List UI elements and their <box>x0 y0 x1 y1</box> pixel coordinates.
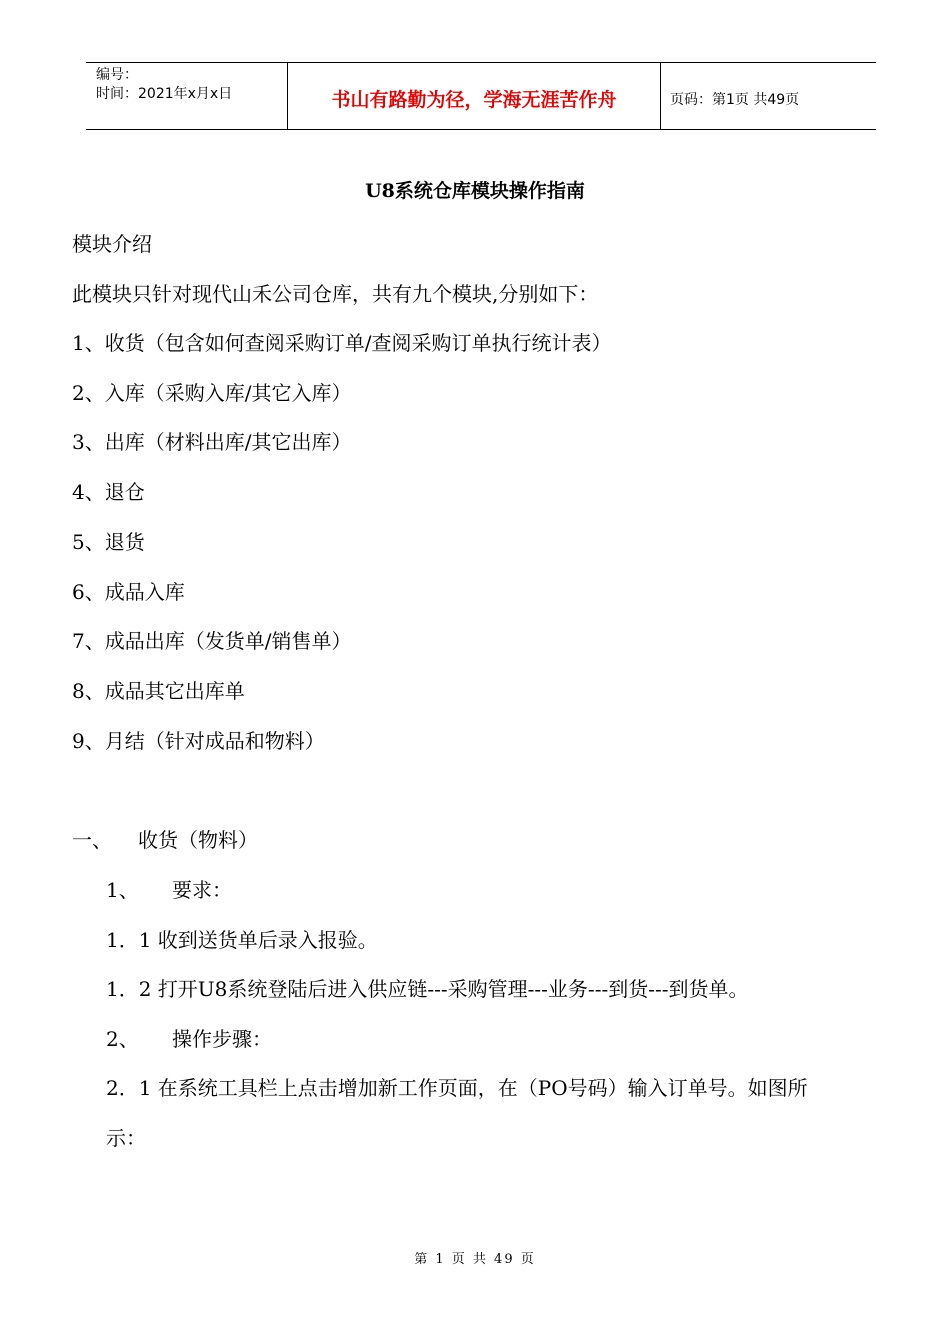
header-meta <box>96 66 232 104</box>
subsection-title: 要求： <box>172 878 232 902</box>
module-item: 4、退仓 <box>72 480 145 504</box>
header-divider <box>660 63 661 129</box>
section-title: 收货（物料） <box>138 828 258 852</box>
requirement-item: 1．1 收到送货单后录入报验。 <box>106 928 378 952</box>
subsection-title: 操作步骤： <box>172 1027 272 1051</box>
module-item: 8、成品其它出库单 <box>72 679 245 703</box>
requirement-item: 1．2 打开U8系统登陆后进入供应链---采购管理---业务---到货---到货单。 <box>106 977 749 1001</box>
subsection-number: 2、 <box>106 1027 139 1051</box>
header-motto: 书山有路勤为径，学海无涯苦作舟 <box>331 89 617 111</box>
number-label: 编号： <box>96 67 138 83</box>
module-item: 6、成品入库 <box>72 580 185 604</box>
module-item: 5、退货 <box>72 530 145 554</box>
page-header <box>86 62 876 130</box>
module-item: 1、收货（包含如何查阅采购订单/查阅采购订单执行统计表） <box>72 331 612 355</box>
page-footer: 第 1 页 共 49 页 <box>414 1252 536 1267</box>
section-heading <box>72 824 258 853</box>
step-text: 2．1 在系统工具栏上点击增加新工作页面，在（PO号码）输入订单号。如图所 <box>106 1076 808 1100</box>
document-title: U8系统仓库模块操作指南 <box>365 180 585 202</box>
section-number: 一、 <box>72 828 112 852</box>
subsection-heading <box>106 1023 272 1052</box>
step-text-continued: 示： <box>106 1126 146 1150</box>
header-page-code: 页码：第1页 共49页 <box>670 92 800 108</box>
module-item: 3、出库（材料出库/其它出库） <box>72 430 352 454</box>
module-item: 7、成品出库（发货单/销售单） <box>72 629 352 653</box>
subsection-number: 1、 <box>106 878 139 902</box>
module-item: 9、月结（针对成品和物料） <box>72 729 325 753</box>
subsection-heading <box>106 874 232 903</box>
module-item: 2、入库（采购入库/其它入库） <box>72 381 352 405</box>
intro-text: 此模块只针对现代山禾公司仓库，共有九个模块,分别如下： <box>72 282 599 306</box>
time-label: 时间：2021年x月x日 <box>96 86 233 102</box>
intro-heading: 模块介绍 <box>72 232 152 256</box>
